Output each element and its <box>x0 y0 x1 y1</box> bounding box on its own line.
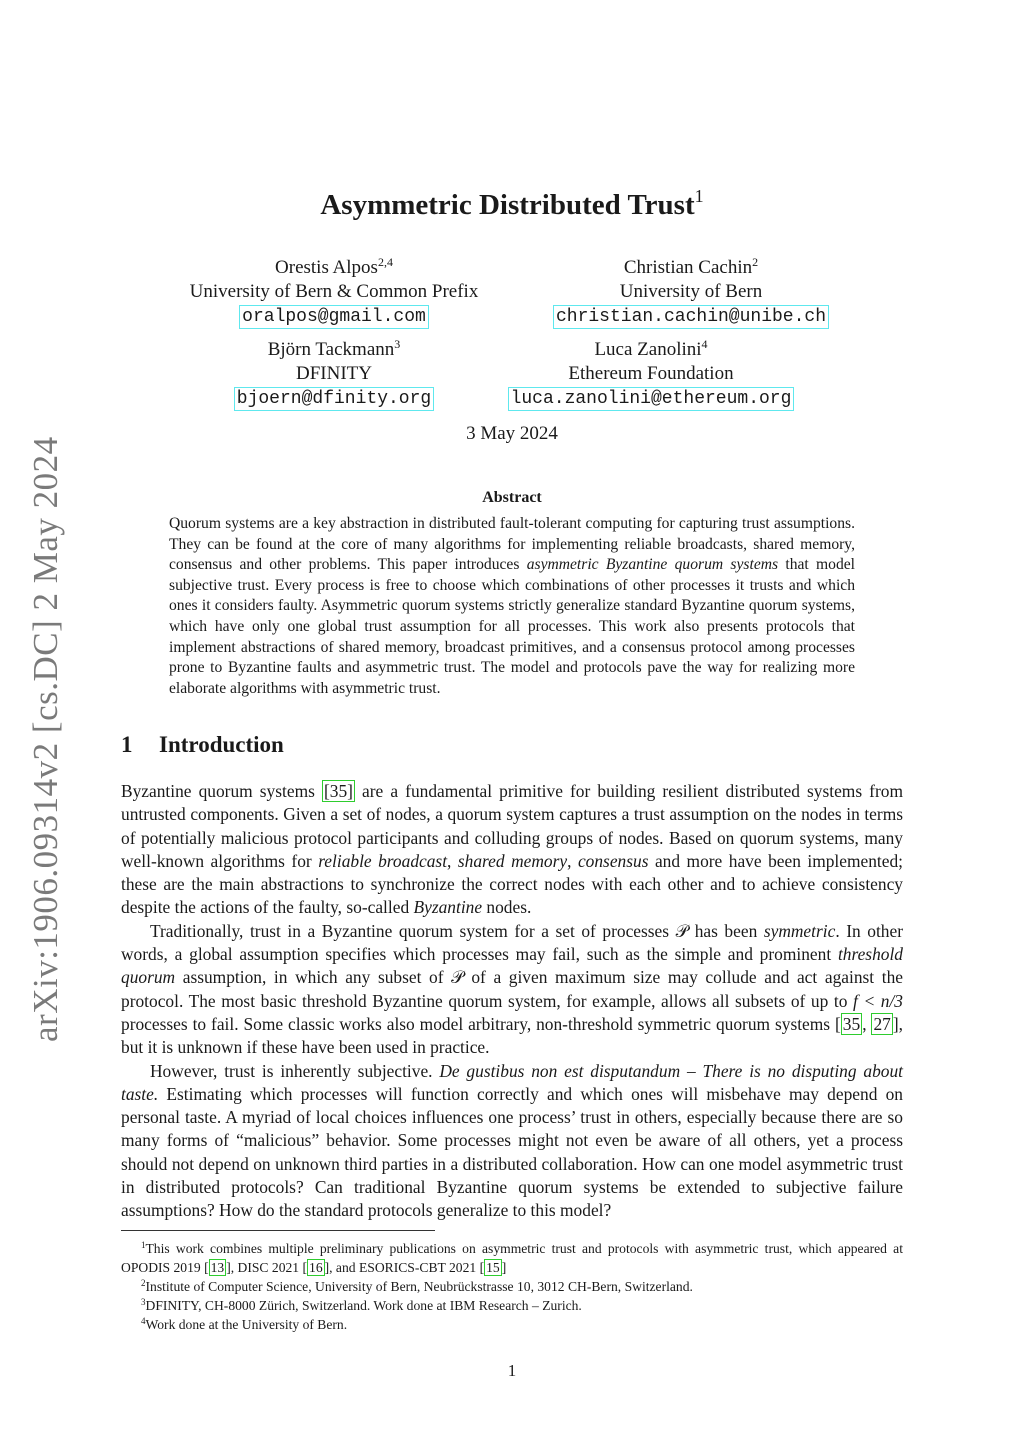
arxiv-stamp: arXiv:1906.09314v2 [cs.DC] 2 May 2024 <box>26 436 65 1042</box>
author-block: Luca Zanolini$^4$ Ethereum Foundation luca.zanolini@ethereum.org <box>480 332 822 411</box>
footnote: $^4$Work done at the University of Bern. <box>141 1316 348 1332</box>
abstract-heading: Abstract <box>482 489 542 506</box>
math-expression: f < n/3 <box>853 990 903 1011</box>
footnote: $^1$This work combines multiple preliminary publications on asymmetric trust and protocols with asymmetric trust, which appeared at OPODIS 2019 [ 13 ], DISC 2021 [ 16 ], and ESORICS-CBT 2021 [ 15 ] <box>121 1240 903 1275</box>
citation-link[interactable]: 15 <box>486 1260 500 1275</box>
body-text <box>121 780 903 1223</box>
title-footnote-mark: 1 <box>694 186 704 206</box>
citation-link[interactable]: 35 <box>842 1013 861 1034</box>
footnote-rule <box>121 1230 435 1231</box>
author-email-link[interactable]: luca.zanolini@ethereum.org <box>508 387 795 411</box>
citation-link[interactable]: 13 <box>210 1260 225 1275</box>
abstract-text: Quorum systems are a key abstraction in distributed fault-tolerant computing for capturing trust assumptions. They can be found at the core of many algorithms for implementing reliable broadcasts, shared memory, consensus and other problems. This paper introduces asymmetric Byzantine quorum systems that model subjective trust. Every process is free to choose which combinations of other processes it trusts and which ones it considers faulty. Asymmetric quorum systems strictly generalize standard Byzantine quorum systems, which have only one global trust assumption for all processes. This work also presents protocols that implement abstractions of shared memory, broadcast primitives, and a consensus protocol among processes prone to Byzantine faults and asymmetric trust. The model and protocols pave the way for realizing more elaborate algorithms with asymmetric trust. <box>169 515 855 697</box>
author-block: Christian Cachin$^2$ University of Bern christian.cachin@unibe.ch <box>535 250 847 329</box>
citation-link[interactable]: 27 <box>873 1013 891 1034</box>
citation-link[interactable]: [35] <box>323 781 353 801</box>
author-email-link[interactable]: christian.cachin@unibe.ch <box>553 305 829 329</box>
paragraph: Traditionally, trust in a Byzantine quorum system for a set of processes 𝒫 has been symmetric. In other words, a global assumption specifies which processes may fail, such as the simple and prominent threshold quorum assumption, in which any subset of 𝒫 of a given maximum size may collude and act against the protocol. The most basic threshold Byzantine quorum system, for example, allows all subsets of up to f < n/3 processes to fail. Some classic works also model arbitrary, non-threshold symmetric quorum systems [ 35 , 27 ], but it is unknown if these have been used in practice. <box>121 920 903 1058</box>
paper-title: Asymmetric Distributed Trust$^1$ <box>320 186 704 221</box>
author-block: Orestis Alpos$^{2,4}$ University of Bern & Common Prefix oralpos@gmail.com <box>189 255 479 327</box>
citation-link[interactable]: 16 <box>309 1260 323 1275</box>
page-number: 1 <box>507 1361 517 1380</box>
footnote: $^3$DFINITY, CH-8000 Zürich, Switzerland. Work done at IBM Research – Zurich. <box>141 1297 582 1313</box>
author-email-link[interactable]: oralpos@gmail.com <box>239 305 429 329</box>
paragraph: Byzantine quorum systems [35] are a fundamental primitive for building resilient distributed systems from untrusted components. Given a set of nodes, a quorum system captures a trust assumption on the nodes in terms of potentially malicious protocol participants and colluding groups of nodes. Based on quorum systems, many well-known algorithms for reliable broadcast, shared memory, consensus and more have been implemented; these are the main abstractions to synchronize the correct nodes with each other and to achieve consistency despite the actions of the faulty, so-called Byzantine nodes. <box>121 781 904 918</box>
author-email-link[interactable]: bjoern@dfinity.org <box>234 387 434 411</box>
footnote: $^2$Institute of Computer Science, University of Bern, Neubrückstrasse 10, 3012 CH-Bern, Switzerland. <box>141 1278 693 1294</box>
paragraph: However, trust is inherently subjective. De gustibus non est disputandum – There is no disputing about taste. Estimating which processes will function correctly and which ones will misbehave may depend on personal taste. A myriad of local choices influences one process’ trust in others, especially because there are so many forms of “malicious” behavior. Some processes might not even be aware of all others, yet a process should not depend on unknown third parties in a distributed collaboration. How can one model asymmetric trust in distributed protocols? Can traditional Byzantine quorum systems be extended to subjective failure assumptions? How do the standard protocols generalize to this model? <box>121 1060 903 1221</box>
author-block: Björn Tackmann$^3$ DFINITY bjoern@dfinity.org <box>178 332 490 411</box>
paper-date: 3 May 2024 <box>466 423 558 444</box>
section-heading: 1 Introduction <box>121 732 284 757</box>
